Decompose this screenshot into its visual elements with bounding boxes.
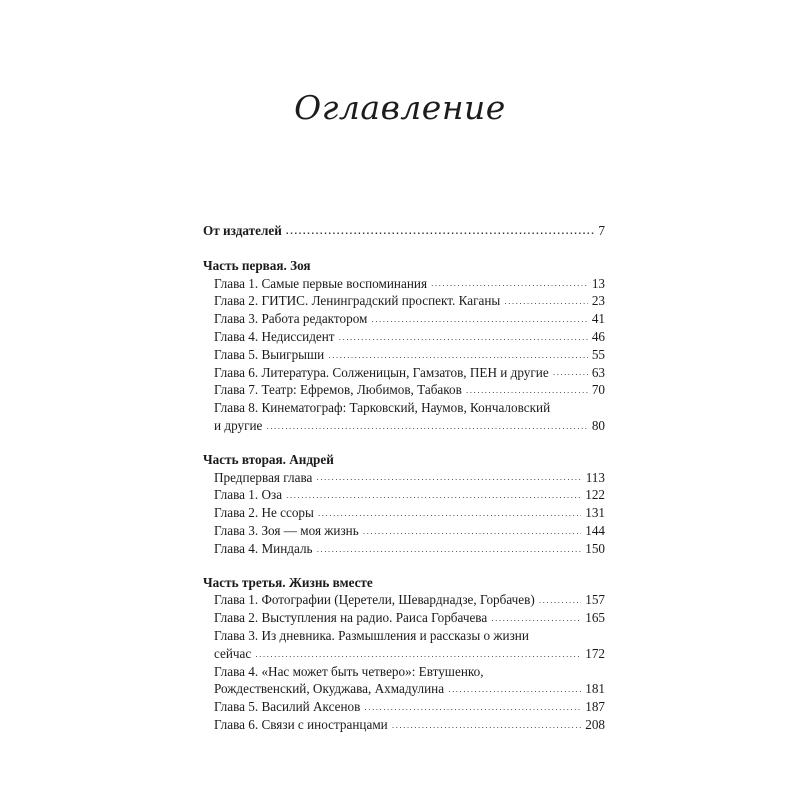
dot-leader bbox=[371, 312, 587, 328]
toc-entry-page: 80 bbox=[591, 417, 605, 433]
toc-entry-label: Глава 2. ГИТИС. Ленинградский проспект. Каганы bbox=[214, 293, 501, 309]
dot-leader bbox=[328, 348, 588, 364]
dot-leader bbox=[539, 593, 581, 609]
toc-entry-page: 122 bbox=[585, 487, 605, 503]
toc-entry-label: Предпервая глава bbox=[214, 469, 313, 485]
toc-entry-page: 113 bbox=[585, 469, 605, 485]
toc-entry-label: Глава 7. Театр: Ефремов, Любимов, Табаков bbox=[214, 382, 462, 398]
toc-entry-page: 70 bbox=[591, 382, 605, 398]
toc-entry bbox=[203, 346, 605, 364]
toc-entry-label-line1: Глава 4. «Нас может быть четверо»: Евтушенко, bbox=[214, 663, 484, 679]
toc-entry bbox=[203, 310, 605, 328]
part-heading: Часть вторая. Андрей bbox=[203, 451, 334, 467]
toc-entry-page: 7 bbox=[598, 223, 605, 238]
toc-entry-publishers bbox=[203, 222, 605, 240]
dot-leader bbox=[491, 611, 581, 627]
toc-entry bbox=[203, 417, 605, 435]
toc-entry-label: Глава 6. Связи с иностранцами bbox=[214, 716, 388, 732]
toc-entry-label-line2: Рождественский, Окуджава, Ахмадулина bbox=[214, 681, 445, 697]
toc-entry-label: Глава 1. Самые первые воспоминания bbox=[214, 275, 428, 291]
toc-entry-page: 187 bbox=[585, 699, 605, 715]
toc-entry-label-line2: и другие bbox=[214, 417, 263, 433]
toc-entry bbox=[203, 609, 605, 627]
dot-leader bbox=[339, 330, 588, 346]
page-title: Оглавление bbox=[294, 88, 506, 127]
toc-entry-label: Глава 5. Василий Аксенов bbox=[214, 699, 361, 715]
toc-entry-page: 181 bbox=[585, 681, 605, 697]
toc-entry bbox=[203, 680, 605, 698]
toc-entry-label: Глава 2. Не ссоры bbox=[214, 505, 314, 521]
toc-entry-page: 157 bbox=[585, 592, 605, 608]
toc-entry bbox=[203, 328, 605, 346]
dot-leader bbox=[504, 294, 588, 310]
toc-entry-label-line1: Глава 3. Из дневника. Размышления и рассказы о жизни bbox=[214, 627, 529, 643]
toc-entry bbox=[203, 716, 605, 734]
toc-entry bbox=[203, 540, 605, 558]
toc-entry-page: 208 bbox=[585, 716, 605, 732]
toc-entry-page: 165 bbox=[585, 610, 605, 626]
toc-entry bbox=[203, 591, 605, 609]
toc-entry bbox=[203, 292, 605, 310]
toc-entry-label: Глава 2. Выступления на радио. Раиса Горбачева bbox=[214, 610, 488, 626]
toc-entry-page: 46 bbox=[591, 328, 605, 344]
toc-entry-label-line2: сейчас bbox=[214, 645, 252, 661]
toc-entry bbox=[203, 504, 605, 522]
toc-entry bbox=[203, 645, 605, 663]
toc-entry bbox=[203, 275, 605, 293]
dot-leader bbox=[392, 718, 582, 734]
dot-leader bbox=[286, 488, 581, 504]
dot-leader bbox=[553, 365, 588, 381]
toc-entry-label: Глава 1. Фотографии (Церетели, Шеварднадзе, Горбачев) bbox=[214, 592, 535, 608]
dot-leader bbox=[466, 383, 588, 399]
toc-entry-label: Глава 5. Выигрыши bbox=[214, 346, 325, 362]
toc-entry-label: Глава 3. Работа редактором bbox=[214, 311, 368, 327]
toc-entry-label: Глава 3. Зоя — моя жизнь bbox=[214, 522, 359, 538]
toc-entry-page: 41 bbox=[591, 311, 605, 327]
toc-entry-label: Глава 4. Недиссидент bbox=[214, 328, 335, 344]
toc-entry bbox=[203, 364, 605, 382]
toc-entry-page: 131 bbox=[585, 505, 605, 521]
part-heading: Часть третья. Жизнь вместе bbox=[203, 574, 373, 590]
toc-entry bbox=[203, 522, 605, 540]
dot-leader bbox=[317, 542, 582, 558]
toc-entry-label: От издателей bbox=[203, 223, 282, 238]
toc-entry bbox=[203, 381, 605, 399]
toc-entry-label: Глава 6. Литература. Солженицын, Гамзатов, ПЕН и другие bbox=[214, 364, 549, 380]
dot-leader bbox=[364, 700, 581, 716]
dot-leader bbox=[448, 682, 581, 698]
dot-leader bbox=[431, 276, 588, 292]
table-of-contents bbox=[203, 222, 605, 734]
toc-entry-page: 23 bbox=[591, 293, 605, 309]
toc-entry-page: 13 bbox=[591, 275, 605, 291]
toc-entry-page: 150 bbox=[585, 540, 605, 556]
toc-entry-page: 55 bbox=[591, 346, 605, 362]
toc-entry-label-line1: Глава 8. Кинематограф: Тарковский, Наумов, Кончаловский bbox=[214, 400, 551, 416]
toc-entry bbox=[203, 486, 605, 504]
dot-leader bbox=[363, 524, 581, 540]
dot-leader bbox=[255, 647, 581, 663]
toc-entry-page: 144 bbox=[585, 522, 605, 538]
toc-entry-page: 172 bbox=[585, 645, 605, 661]
dot-leader bbox=[286, 224, 595, 240]
toc-entry-label: Глава 4. Миндаль bbox=[214, 540, 313, 556]
dot-leader bbox=[318, 506, 581, 522]
toc-entry bbox=[203, 469, 605, 487]
toc-entry bbox=[203, 698, 605, 716]
dot-leader bbox=[266, 419, 587, 435]
part-heading: Часть первая. Зоя bbox=[203, 257, 311, 273]
dot-leader bbox=[316, 470, 581, 486]
toc-entry-page: 63 bbox=[591, 364, 605, 380]
toc-entry-label: Глава 1. Оза bbox=[214, 487, 283, 503]
